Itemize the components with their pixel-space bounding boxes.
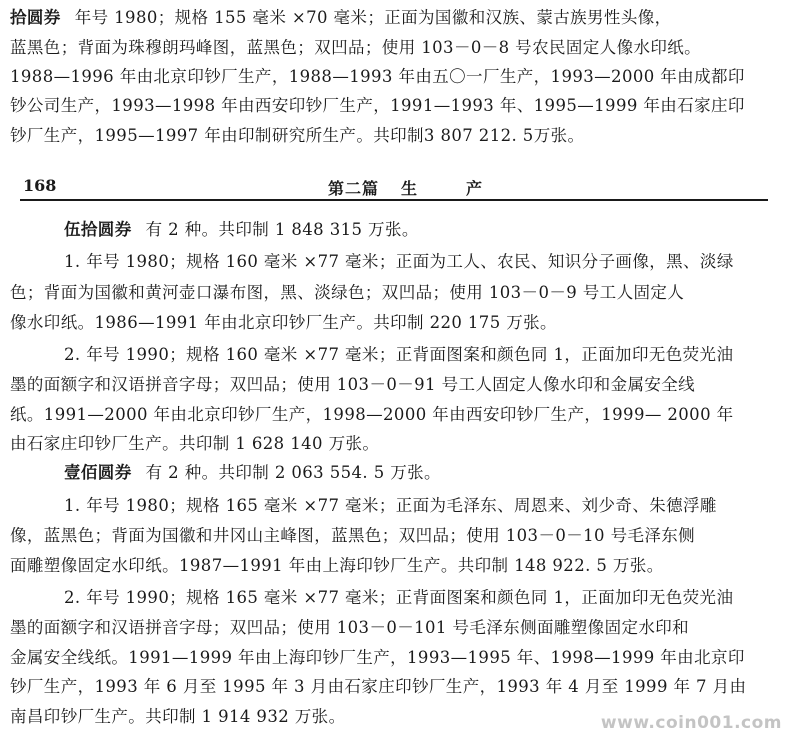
text-line: 2. 年号 1990；规格 165 毫米 ×77 毫米；正背面图案和颜色同 1，正面加印无色荧光油 bbox=[64, 588, 734, 607]
running-header bbox=[0, 176, 800, 200]
page-number: 168 bbox=[23, 176, 57, 195]
text-line: 纸。1991—2000 年由北京印钞厂生产，1998—2000 年由西安印钞厂生产，1999— 2000 年 bbox=[10, 405, 734, 424]
text-line: 拾圆券 年号 1980；规格 155 毫米 ×70 毫米；正面为国徽和汉族、蒙古族男性头像， bbox=[10, 8, 672, 27]
text-line: 壹佰圆券 有 2 种。共印制 2 063 554. 5 万张。 bbox=[64, 463, 441, 482]
term-yibai: 壹佰圆券 bbox=[64, 463, 132, 482]
text-line: 钞厂生产，1993 年 6 月至 1995 年 3 月由石家庄印钞厂生产，1993 年 4 月至 1999 年 7 月由 bbox=[10, 677, 747, 696]
text-line: 由石家庄印钞厂生产。共印制 1 628 140 万张。 bbox=[10, 434, 380, 453]
header-rule bbox=[20, 199, 768, 201]
text-line: 钞公司生产，1993—1998 年由西安印钞厂生产，1991—1993 年、1995—1999 年由石家庄印 bbox=[10, 96, 745, 115]
text-line: 南昌印钞厂生产。共印制 1 914 932 万张。 bbox=[10, 707, 346, 726]
text-line: 2. 年号 1990；规格 160 毫米 ×77 毫米；正背面图案和颜色同 1，正面加印无色荧光油 bbox=[64, 345, 734, 364]
text-line: 面雕塑像固定水印纸。1987—1991 年由上海印钞厂生产。共印制 148 922. 5 万张。 bbox=[10, 556, 664, 575]
text-line: 色；背面为国徽和黄河壶口瀑布图，黑、淡绿色；双凹品；使用 103－0－9 号工人固定人 bbox=[10, 283, 685, 302]
text-line: 钞厂生产，1995—1997 年由印制研究所生产。共印制3 807 212. 5万张。 bbox=[10, 126, 585, 145]
text-line: 像，蓝黑色；背面为国徽和井冈山主峰图，蓝黑色；双凹品；使用 103－0－10 号毛泽东侧 bbox=[10, 526, 696, 545]
text-line: 1. 年号 1980；规格 165 毫米 ×77 毫米；正面为毛泽东、周恩来、刘少奇、朱德浮雕 bbox=[64, 496, 717, 515]
text-line: 伍拾圆券 有 2 种。共印制 1 848 315 万张。 bbox=[64, 220, 419, 239]
text-line: 墨的面额字和汉语拼音字母；双凹品；使用 103－0－91 号工人固定人像水印和金属安全线 bbox=[10, 375, 696, 394]
text-line: 蓝黑色；背面为珠穆朗玛峰图，蓝黑色；双凹品；使用 103－0－8 号农民固定人像水印纸。 bbox=[10, 38, 702, 57]
text-line: 金属安全线纸。1991—1999 年由上海印钞厂生产，1993—1995 年、1998—1999 年由北京印 bbox=[10, 648, 745, 667]
text-line: 1. 年号 1980；规格 160 毫米 ×77 毫米；正面为工人、农民、知识分子画像，黑、淡绿 bbox=[64, 252, 734, 271]
text-line: 像水印纸。1986—1991 年由北京印钞厂生产。共印制 220 175 万张。 bbox=[10, 313, 557, 332]
term-shiyuan: 拾圆券 bbox=[10, 8, 61, 27]
term-wushi: 伍拾圆券 bbox=[64, 220, 132, 239]
text-line: 1988—1996 年由北京印钞厂生产，1988—1993 年由五〇一厂生产，1993—2000 年由成都印 bbox=[10, 67, 745, 86]
watermark: www.coin001.com bbox=[600, 713, 782, 733]
text-line: 墨的面额字和汉语拼音字母；双凹品；使用 103－0－101 号毛泽东侧面雕塑像固定水印和 bbox=[10, 618, 690, 637]
section-title: 第二篇 生 产 bbox=[328, 179, 484, 198]
